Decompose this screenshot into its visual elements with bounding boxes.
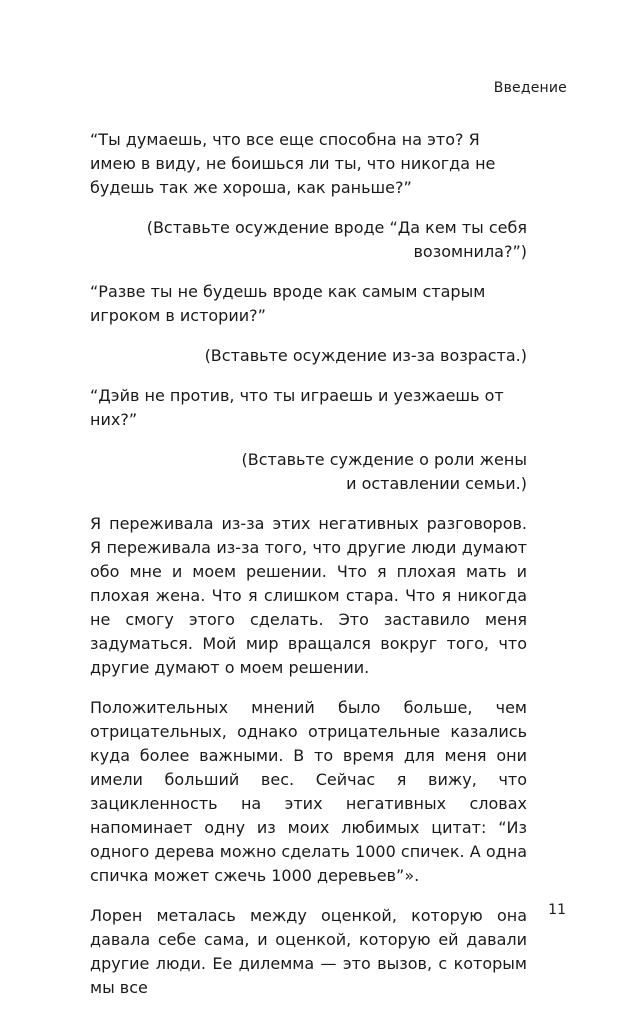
remark-3-line-1: (Вставьте суждение о роли жены [241,450,527,469]
running-head: Введение [493,80,567,96]
remark-3 [90,448,527,496]
quote-2: “Разве ты не будешь вроде как самым старым игроком в истории?” [90,282,486,325]
paragraph-2: Положительных мнений было больше, чем отрицательных, однако отрицательные казались куда более важными. В то время для меня они имели больший вес. Сейчас я вижу, что зацикленность на этих негативных словах напоминает одну из моих любимых цитат: “Из одного дерева можно сделать 1000 спичек. А одна спичка может сжечь 1000 деревьев”». [90,698,527,885]
remark-3-line-2: и оставлении семьи.) [346,474,527,493]
paragraph-1: Я переживала из-за этих негативных разговоров. Я переживала из-за того, что другие люди думают обо мне и моем решении. Что я плохая мать и плохая жена. Что я слишком стара. Что я никогда не смогу этого сделать. Это заставило меня задуматься. Мой мир вращался вокруг того, что другие думают о моем решении. [90,514,527,677]
remark-2-line-1: (Вставьте осуждение из-за возраста.) [204,346,527,365]
remark-1-line-2: возомнила?”) [413,242,527,261]
remark-1-line-1: (Вставьте осуждение вроде “Да кем ты себя [146,218,527,237]
remark-1 [90,216,527,264]
quote-1: “Ты думаешь, что все еще способна на это? Я имею в виду, не боишься ли ты, что никогда не будешь так же хороша, как раньше?” [90,130,496,197]
remark-2 [90,344,527,368]
page-number: 11 [548,902,566,918]
page-body [90,128,527,1016]
quote-3: “Дэйв не против, что ты играешь и уезжаешь от них?” [90,386,504,429]
paragraph-3: Лорен металась между оценкой, которую она давала себе сама, и оценкой, которую ей давали другие люди. Ее дилемма — это вызов, с которым мы все [90,906,527,997]
